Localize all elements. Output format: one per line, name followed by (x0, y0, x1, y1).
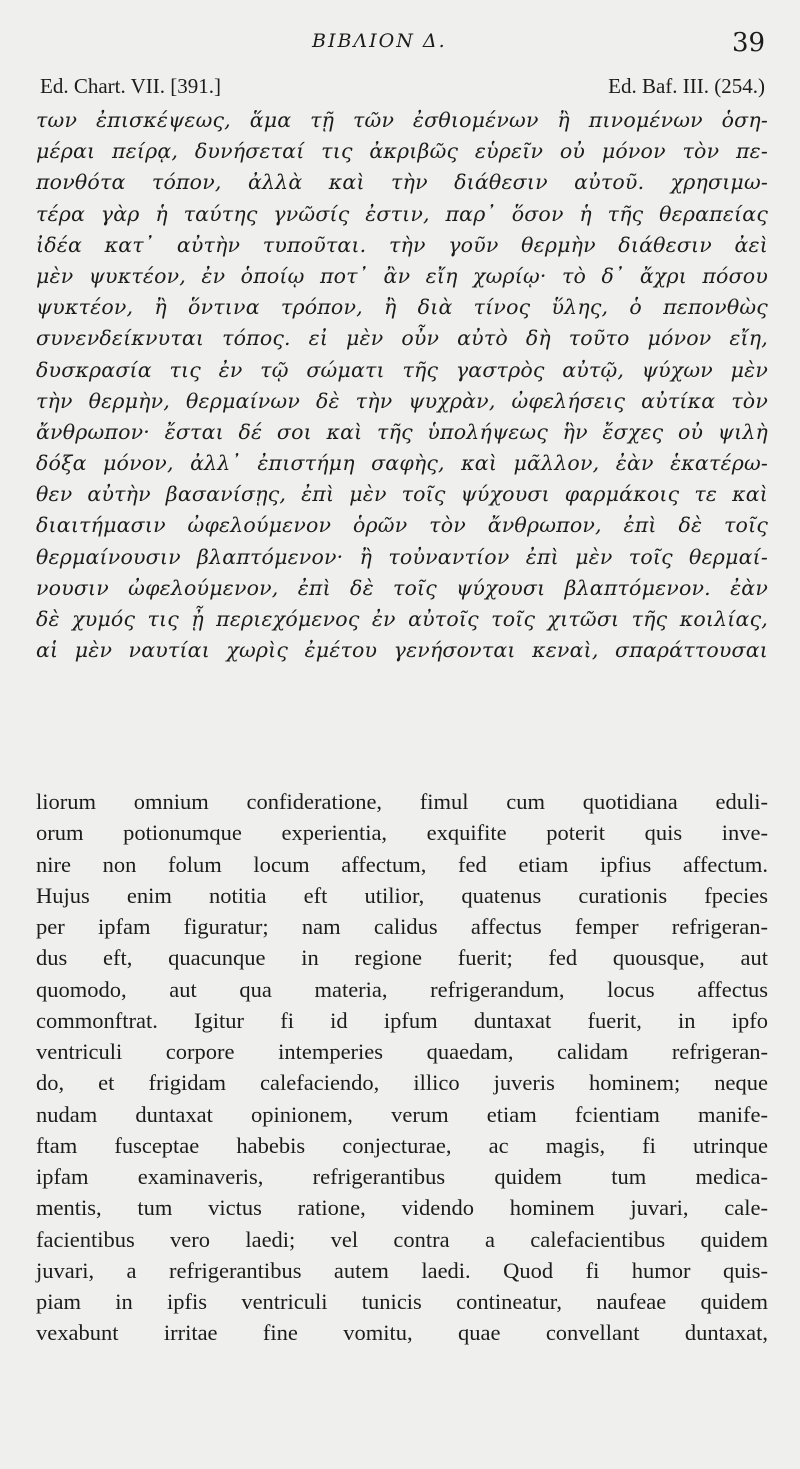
latin-line: per ipfam figuratur; nam calidus affectus femper refrigeran- (36, 914, 768, 939)
latin-line: Hujus enim notitia eft utilior, quatenus curationis fpecies (36, 882, 768, 908)
latin-line: orum potionumque experientia, exquifite poterit quis inve- (36, 820, 768, 846)
latin-line: ventriculi corpore intemperies quaedam, calidam refrigeran- (36, 1039, 768, 1064)
latin-line: juvari, a refrigerantibus autem laedi. Quod fi humor quis- (36, 1257, 768, 1283)
chartier-edition-ref: Ed. Chart. VII. [391.] (40, 74, 221, 98)
greek-line: διαιτήμασιν ὠφελούμενον ὁρῶν τὸν ἄνθρωπον, ἐπὶ δὲ τοῖς (36, 513, 768, 538)
latin-line: nire non folum locum affectum, fed etiam ipfius affectum. (36, 851, 768, 877)
greek-text (36, 105, 768, 666)
latin-line: mentis, tum victus ratione, videndo hominem juvari, cale- (36, 1195, 768, 1221)
greek-line: θερμαίνουσιν βλαπτόμενον· ἢ τοὐναντίον ἐπὶ μὲν τοῖς θερμαί- (36, 544, 768, 569)
greek-line: τέρα γὰρ ἡ ταύτης γνῶσίς ἐστιν, παρ᾽ ὅσον ἡ τῆς θεραπείας (36, 201, 768, 226)
page-header (0, 26, 800, 62)
latin-line: ipfam examinaveris, refrigerantibus quidem tum medica- (36, 1164, 768, 1189)
greek-line: αἱ μὲν ναυτίαι χωρὶς ἐμέτου γενήσονται κεναὶ, σπαράττουσαι (36, 638, 768, 663)
greek-line: πονθότα τόπον, ἀλλὰ καὶ τὴν διάθεσιν αὐτοῦ. χρησιμω- (36, 170, 768, 195)
latin-line: quomodo, aut qua materia, refrigerandum, locus affectus (36, 976, 768, 1002)
greek-line: ἄνθρωπον· ἔσται δέ σοι καὶ τῆς ὑπολήψεως ἣν ἔσχες οὐ ψιλὴ (36, 419, 768, 444)
running-title: ΒΙΒΛΙΟΝ Δ. (312, 30, 447, 52)
greek-line: δυσκρασία τις ἐν τῷ σώματι τῆς γαστρὸς αὐτῷ, ψύχων μὲν (36, 357, 768, 382)
latin-line: piam in ipfis ventriculi tunicis contineatur, naufeae quidem (36, 1289, 768, 1314)
greek-line: μέραι πείρᾳ, δυνήσεταί τις ἀκριβῶς εὑρεῖν οὐ μόνον τὸν πε- (36, 139, 768, 164)
greek-line: δὲ χυμός τις ᾖ περιεχόμενος ἐν αὐτοῖς τοῖς χιτῶσι τῆς κοιλίας, (36, 607, 768, 631)
latin-line: nudam duntaxat opinionem, verum etiam fcientiam manife- (36, 1101, 768, 1127)
greek-line: δόξα μόνον, ἀλλ᾽ ἐπιστήμη σαφὴς, καὶ μᾶλλον, ἐὰν ἑκατέρω- (36, 451, 768, 476)
greek-line: θεν αὐτὴν βασανίσῃς, ἐπὶ μὲν τοῖς ψύχουσι φαρμάκοις τε καὶ (36, 482, 768, 507)
latin-line: liorum omnium confideratione, fimul cum quotidiana eduli- (36, 789, 768, 814)
page-number: 39 (732, 28, 766, 58)
latin-line: commonftrat. Igitur fi id ipfum duntaxat fuerit, in ipfo (36, 1007, 768, 1033)
latin-line: dus eft, quacunque in regione fuerit; fed quousque, aut (36, 945, 768, 971)
latin-text (36, 786, 768, 1349)
greek-line: των ἐπισκέψεως, ἅμα τῇ τῶν ἐσθιομένων ἢ πινομένων ὁση- (36, 108, 768, 132)
latin-line: ftam fusceptae habebis conjecturae, ac magis, fi utrinque (36, 1132, 768, 1158)
greek-line: ψυκτέον, ἢ ὅντινα τρόπον, ἢ διὰ τίνος ὕλης, ὁ πεπονθὼς (36, 295, 768, 320)
basel-edition-ref: Ed. Baf. III. (254.) (608, 74, 765, 98)
latin-line: vexabunt irritae fine vomitu, quae convellant duntaxat, (36, 1320, 768, 1346)
edition-references (40, 74, 765, 102)
greek-line: τὴν θερμὴν, θερμαίνων δὲ τὴν ψυχρὰν, ὠφελήσεις αὐτίκα τὸν (36, 388, 768, 413)
greek-line: ἰδέα κατ᾽ αὐτὴν τυποῦται. τὴν γοῦν θερμὴν διάθεσιν ἀεὶ (36, 232, 768, 257)
greek-line: μὲν ψυκτέον, ἐν ὁποίῳ ποτ᾽ ἂν εἴη χωρίῳ· τὸ δ᾽ ἄχρι πόσου (36, 263, 768, 288)
greek-line: συνενδείκνυται τόπος. εἰ μὲν οὖν αὐτὸ δὴ τοῦτο μόνον εἴη, (36, 326, 768, 351)
latin-line: do, et frigidam calefaciendo, illico juveris hominem; neque (36, 1070, 768, 1096)
greek-line: νουσιν ὠφελούμενον, ἐπὶ δὲ τοῖς ψύχουσι βλαπτόμενον. ἐὰν (36, 575, 768, 600)
latin-line: facientibus vero laedi; vel contra a calefacientibus quidem (36, 1226, 768, 1252)
